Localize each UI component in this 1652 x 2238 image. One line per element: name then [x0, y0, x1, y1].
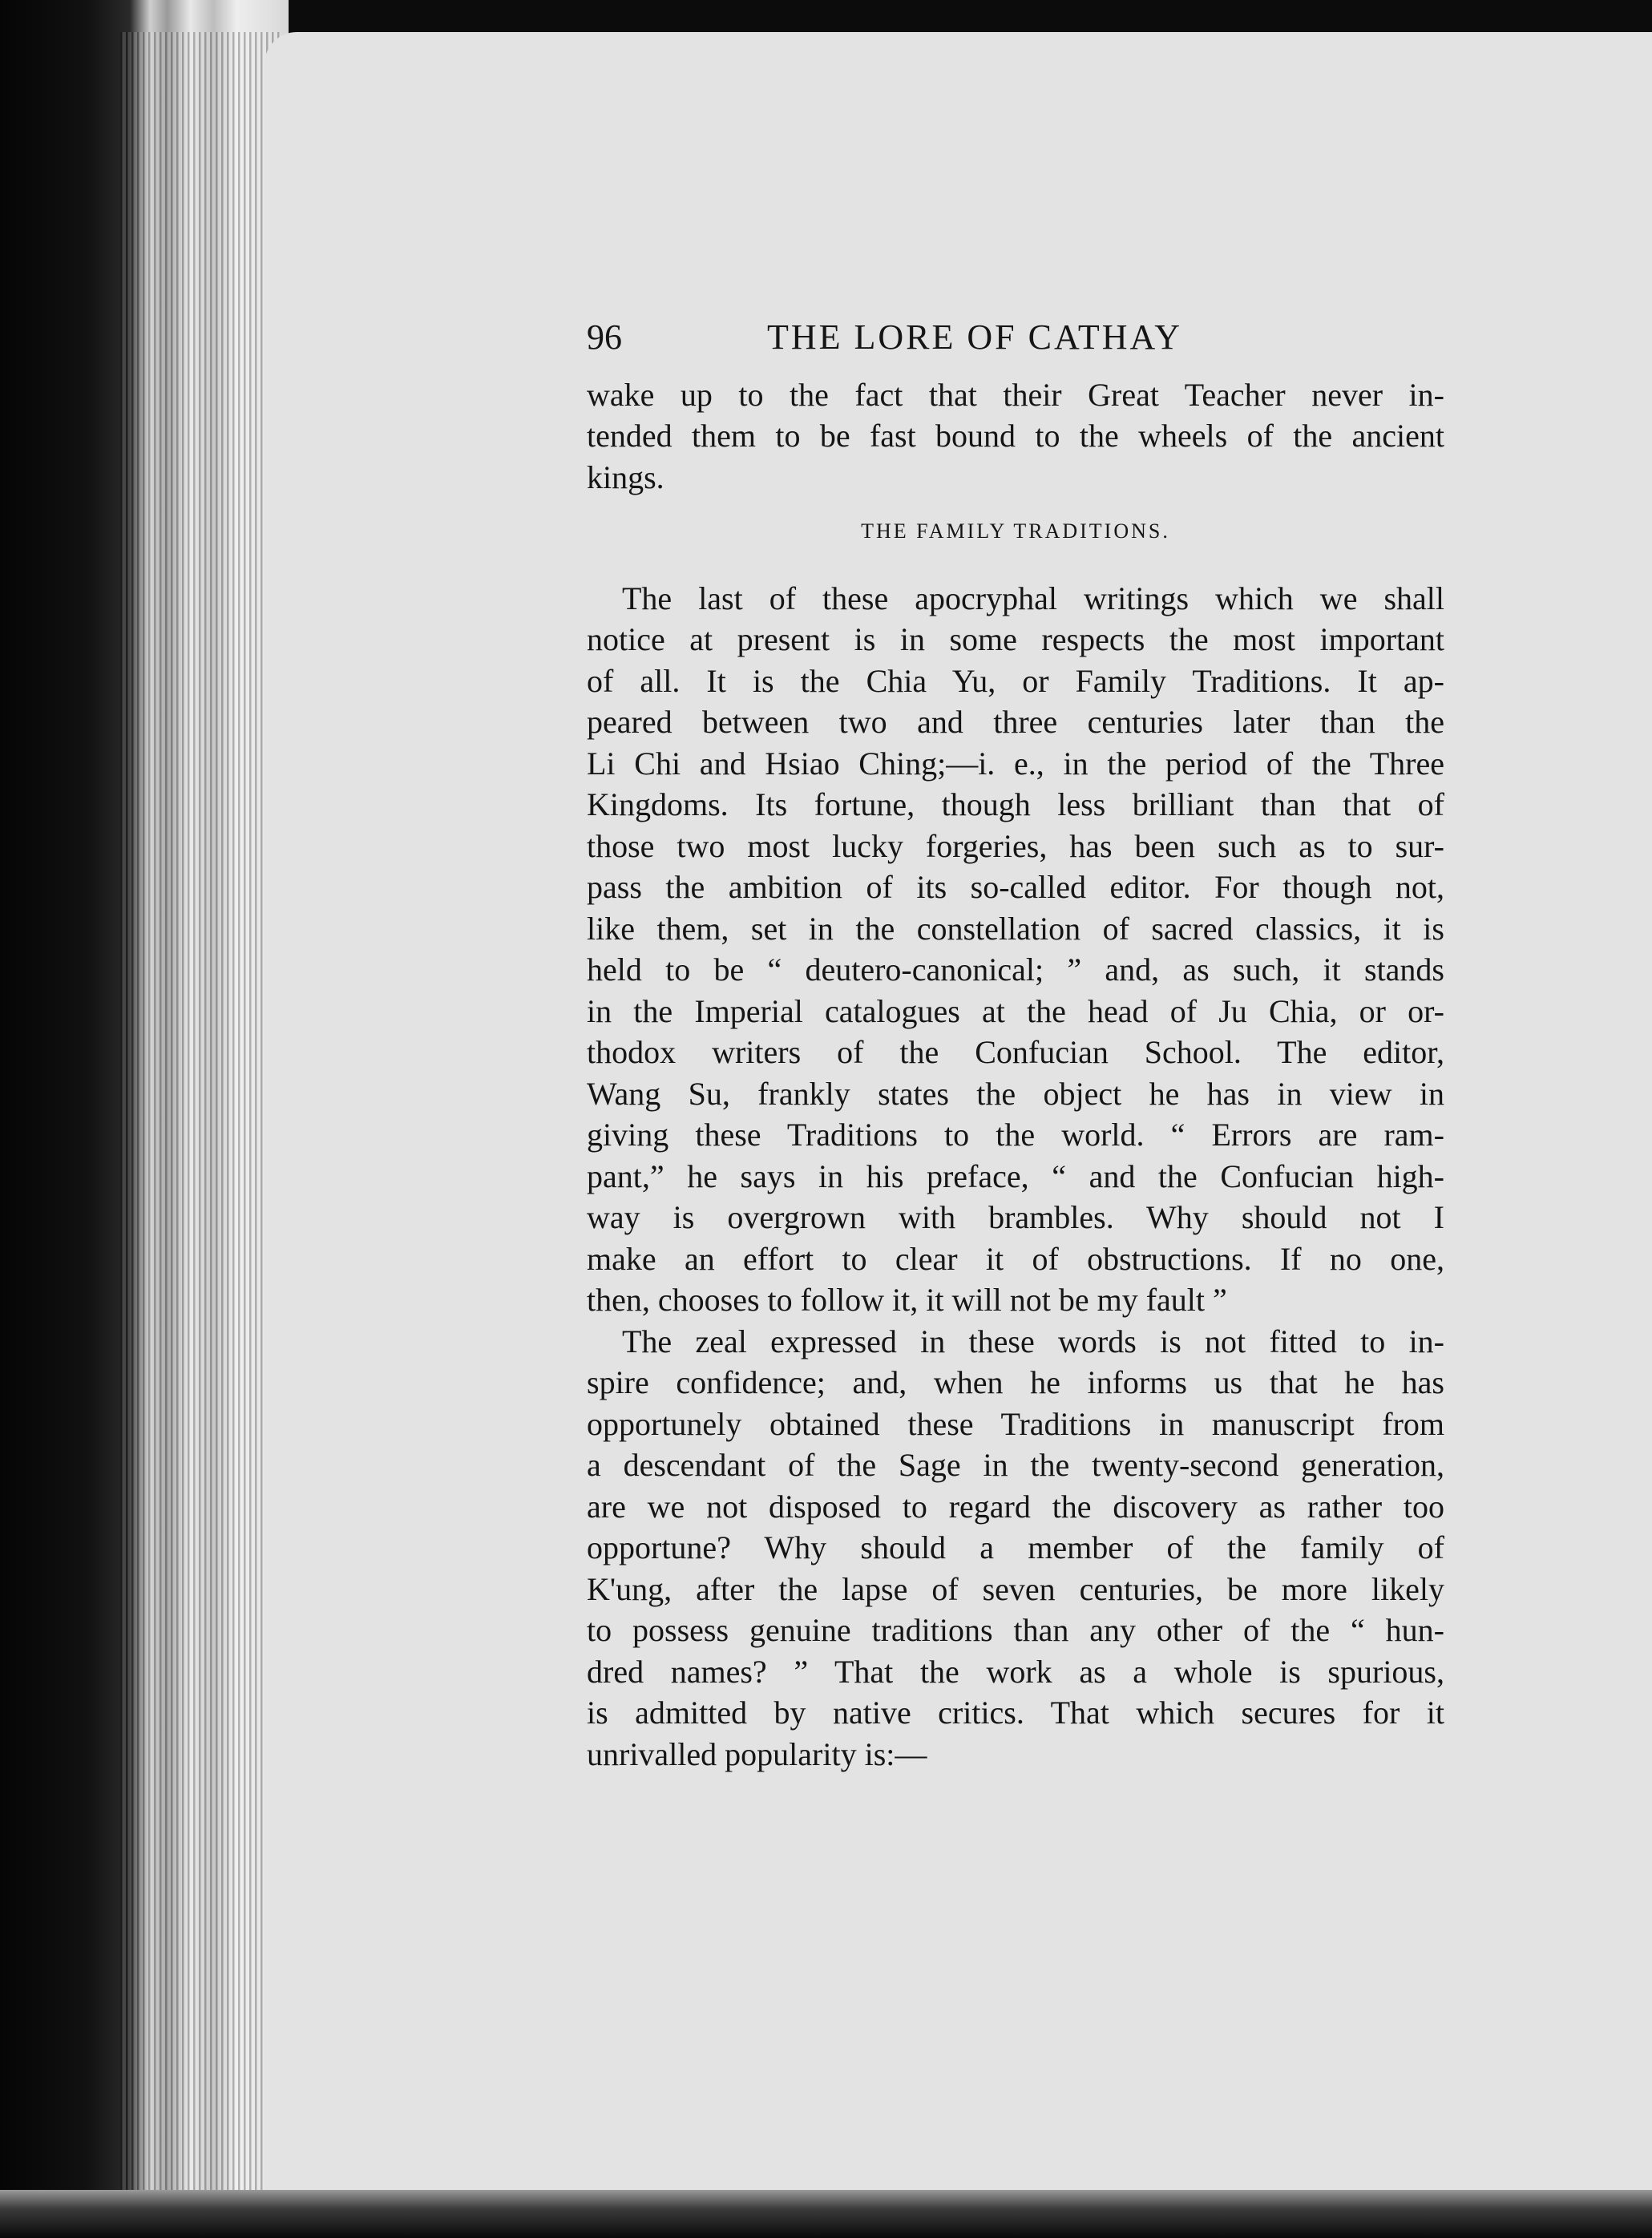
book-bottom-edge — [0, 2190, 1652, 2238]
text-line: unrivalled popularity is:— — [587, 1735, 927, 1772]
text-line: wake up to the fact that their Great Teacher never in- — [587, 376, 1444, 413]
text-line: tended them to be fast bound to the wheels of the ancient — [587, 418, 1444, 454]
text-line: make an effort to clear it of obstructions. If no one, — [587, 1240, 1444, 1277]
text-line: kings. — [587, 459, 664, 495]
text-line: way is overgrown with brambles. Why should not I — [587, 1199, 1444, 1235]
text-line: opportune? Why should a member of the family of — [587, 1529, 1444, 1565]
text-line: The zeal expressed in these words is not fitted to in- — [622, 1323, 1444, 1359]
section-heading: THE FAMILY TRADITIONS. — [861, 519, 1170, 543]
text-line: then, chooses to follow it, it will not be my fault ” — [587, 1282, 1227, 1318]
text-line: spire confidence; and, when he informs us that he has — [587, 1364, 1444, 1400]
text-line: in the Imperial catalogues at the head of Ju Chia, or or- — [587, 992, 1444, 1029]
text-line: Wang Su, frankly states the object he has in view in — [587, 1075, 1444, 1112]
text-line: pass the ambition of its so-called editor. For though not, — [587, 869, 1444, 905]
text-line: Li Chi and Hsiao Ching;—i. e., in the period of the Three — [587, 745, 1444, 782]
text-line: to possess genuine traditions than any other of the “ hun- — [587, 1612, 1444, 1648]
page-number: 96 — [587, 317, 622, 357]
text-line: are we not disposed to regard the discovery as rather too — [587, 1488, 1444, 1525]
text-line: opportunely obtained these Traditions in manuscript from — [587, 1405, 1444, 1442]
book-fore-edge — [0, 0, 289, 2238]
text-line: is admitted by native critics. That which secures for it — [587, 1695, 1444, 1731]
text-line: like them, set in the constellation of sacred classics, it is — [587, 910, 1444, 947]
paragraph-3 — [587, 1321, 1444, 1775]
text-line: notice at present is in some respects the most important — [587, 621, 1444, 657]
text-line: those two most lucky forgeries, has been such as to sur- — [587, 827, 1444, 864]
text-line: dred names? ” That the work as a whole is spurious, — [587, 1653, 1444, 1690]
text-line: Kingdoms. Its fortune, though less brilliant than that of — [587, 786, 1444, 822]
text-line: held to be “ deutero-canonical; ” and, as such, it stands — [587, 951, 1444, 988]
text-line: thodox writers of the Confucian School. The editor, — [587, 1034, 1444, 1070]
page-header — [587, 317, 1444, 358]
text-line: The last of these apocryphal writings which we shall — [622, 580, 1444, 616]
page-text — [587, 317, 1444, 1775]
paragraph-2 — [587, 578, 1444, 1321]
text-line: of all. It is the Chia Yu, or Family Traditions. It ap- — [587, 662, 1444, 699]
text-line: a descendant of the Sage in the twenty-second generation, — [587, 1447, 1444, 1483]
paragraph-1 — [587, 374, 1444, 499]
text-line: giving these Traditions to the world. “ Errors are ram- — [587, 1117, 1444, 1153]
running-title: THE LORE OF CATHAY — [767, 317, 1183, 357]
text-line: peared between two and three centuries later than the — [587, 704, 1444, 740]
text-line: pant,” he says in his preface, “ and the Confucian high- — [587, 1157, 1444, 1194]
text-line: K'ung, after the lapse of seven centuries, be more likely — [587, 1570, 1444, 1607]
